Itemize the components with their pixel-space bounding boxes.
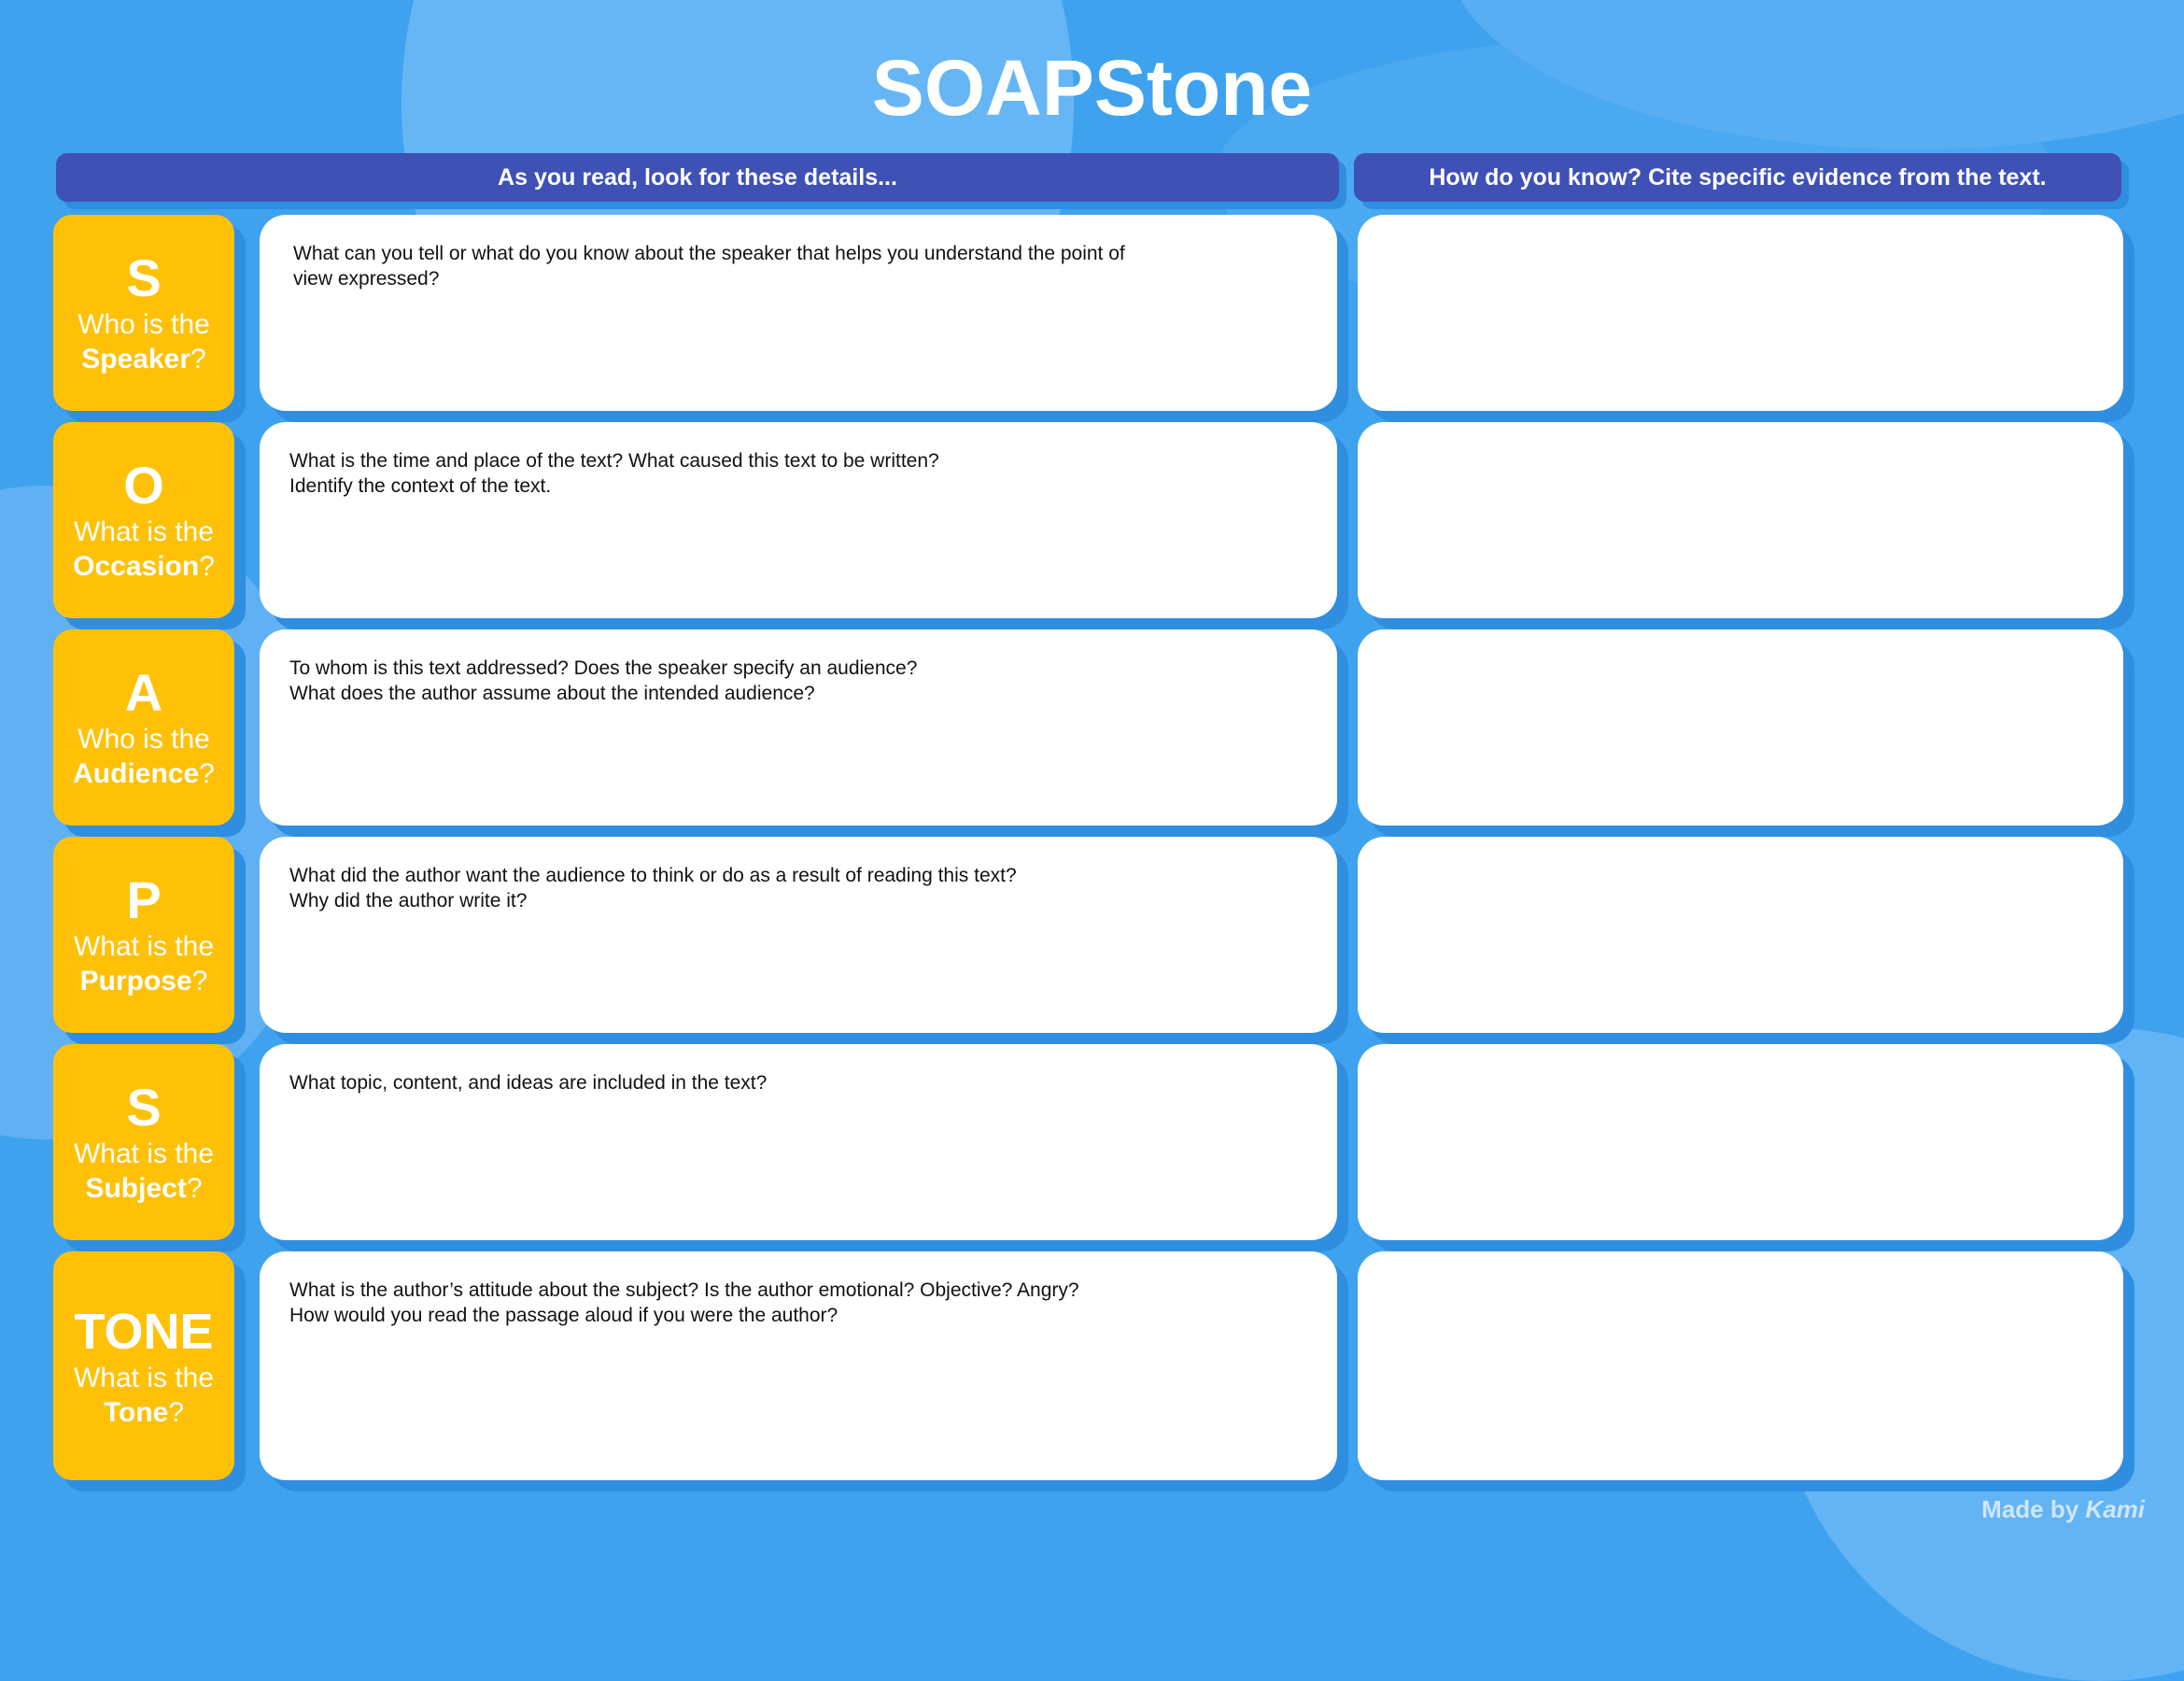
prompt-text: How would you read the passage aloud if you were the author? [289,1305,838,1326]
prompt-text: What is the author’s attitude about the subject? Is the author emotional? Objective? Angry? [289,1279,1079,1301]
made-by-kami-footer: Made by Kami [1981,1495,2145,1523]
label-letter: P [126,870,162,929]
prompt-card-speaker [260,215,1337,411]
label-card-speaker [53,215,234,411]
label-question: What is the Purpose? [73,931,215,996]
evidence-field-subject[interactable] [1358,1044,2123,1240]
label-question: Who is the Audience? [73,724,215,789]
prompt-card-occasion [260,422,1337,618]
prompt-text: Why did the author write it? [289,890,528,911]
prompt-text: To whom is this text addressed? Does the speaker specify an audience? [289,657,918,679]
prompt-text: Identify the context of the text. [289,475,552,497]
label-question: What is the Occasion? [73,516,215,582]
prompt-text: What did the author want the audience to think or do as a result of reading this text? [289,865,1017,886]
label-card-audience [53,629,234,826]
prompt-card-audience [260,629,1337,826]
evidence-field-speaker[interactable] [1358,215,2123,411]
page-title: SOAPStone [871,44,1313,132]
evidence-column-header: How do you know? Cite specific evidence from the text. [1354,153,2121,202]
label-letter: TONE [74,1303,214,1360]
prompt-text: What can you tell or what do you know about the speaker that helps you understand the point of [293,243,1125,264]
label-card-occasion [53,422,234,618]
label-card-tone [53,1251,234,1480]
prompt-text: What topic, content, and ideas are included in the text? [289,1072,768,1094]
label-card-subject [53,1044,234,1240]
prompt-text: What does the author assume about the intended audience? [289,683,815,704]
label-letter: S [126,1078,162,1137]
label-letter: A [124,663,163,722]
prompt-text: view expressed? [293,268,440,290]
prompt-card-tone [260,1251,1337,1480]
details-column-header: As you read, look for these details... [56,153,1339,202]
label-question: What is the Subject? [73,1138,215,1204]
prompt-text: What is the time and place of the text? What caused this text to be written? [289,450,939,472]
evidence-field-purpose[interactable] [1358,837,2123,1033]
prompt-card-subject [260,1044,1337,1240]
prompt-card-purpose [260,837,1337,1033]
evidence-field-occasion[interactable] [1358,422,2123,618]
label-card-purpose [53,837,234,1033]
label-letter: O [123,456,164,515]
evidence-field-audience[interactable] [1358,629,2123,826]
label-letter: S [126,248,162,307]
label-question: What is the Tone? [73,1362,215,1428]
evidence-field-tone[interactable] [1358,1251,2123,1480]
label-question: Who is the Speaker? [77,309,210,374]
